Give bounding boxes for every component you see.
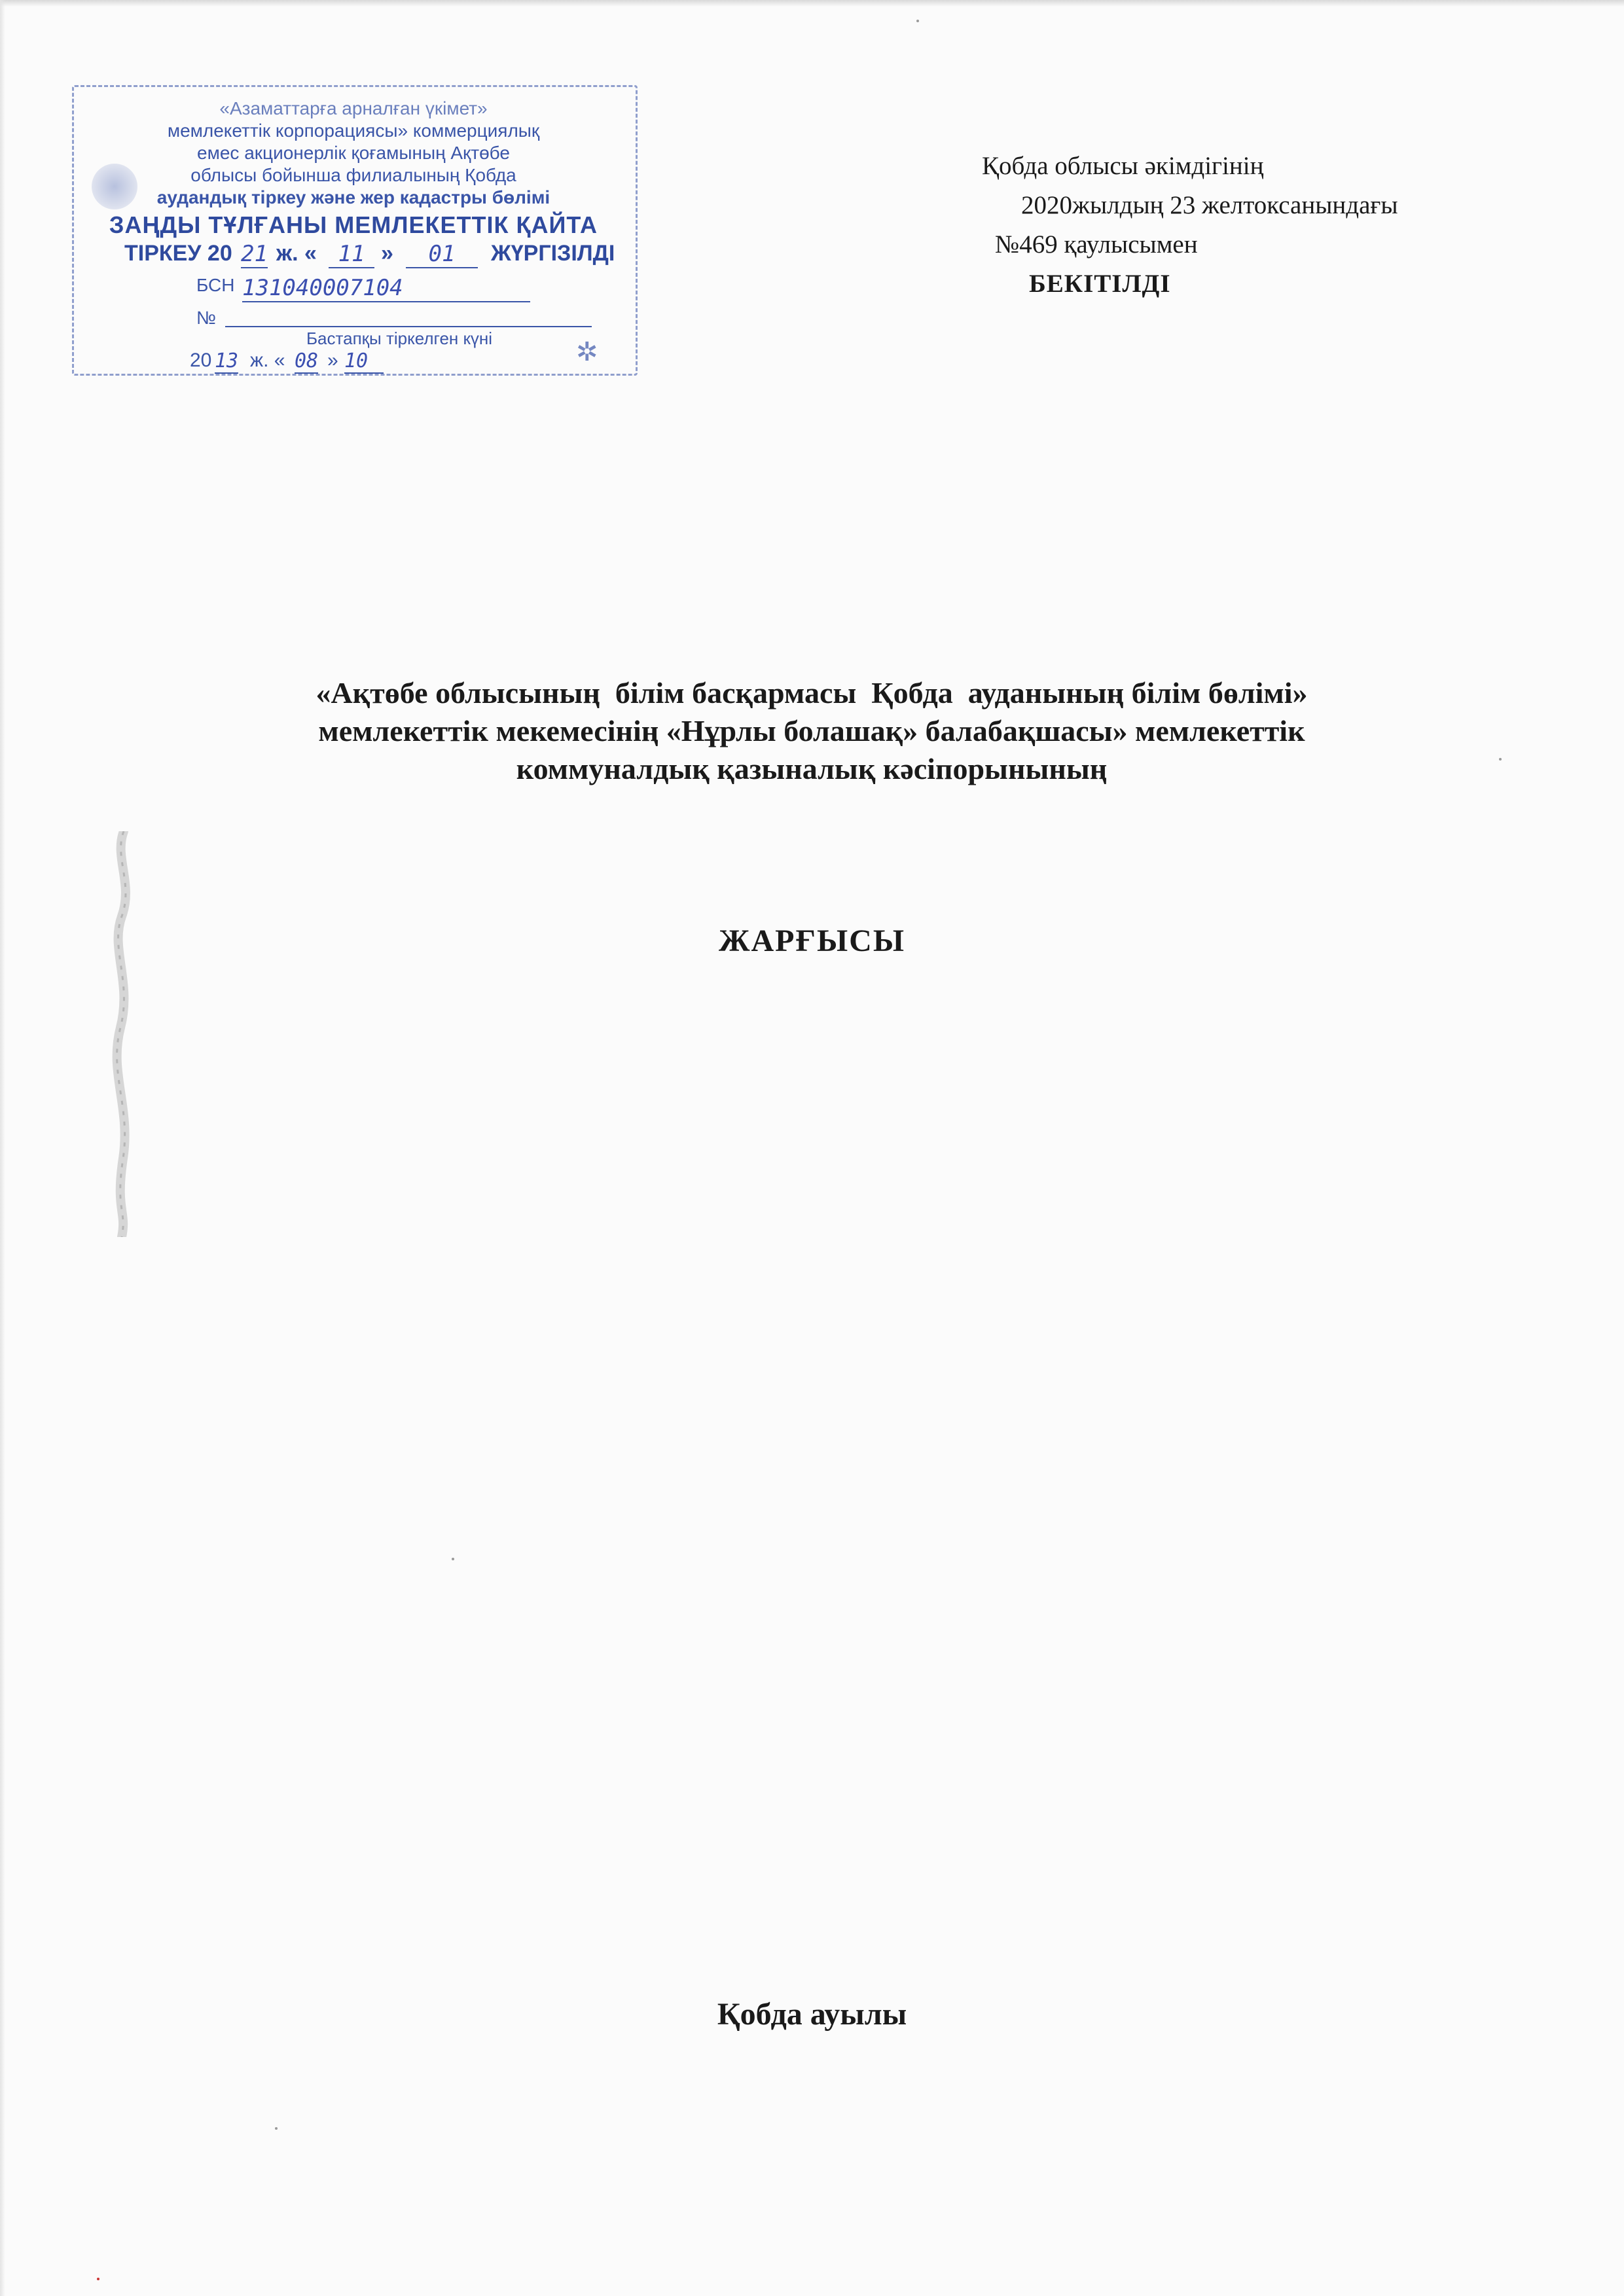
- binding-thread: [107, 831, 140, 1237]
- scan-speck: [1499, 758, 1502, 761]
- document-place: Қобда ауылы: [717, 1997, 907, 2032]
- stamp-initial-label: Бастапқы тіркелген күні: [306, 329, 492, 348]
- title-line-2: мемлекеттік мекемесінің «Нұрлы болашақ» балабақшасы» мемлекеттік: [318, 714, 1305, 747]
- document-title: [131, 674, 1492, 788]
- stamp-initial-date-row: [190, 350, 517, 373]
- stamp-init-mid: ж. «: [250, 350, 285, 371]
- document-heading: ЖАРҒЫСЫ: [719, 924, 905, 958]
- registration-stamp: [72, 85, 635, 373]
- stamp-init-sep: »: [327, 350, 338, 371]
- stamp-reg-year: 21: [241, 241, 268, 267]
- stamp-no-line: [225, 326, 592, 327]
- approval-line-1: Қобда облысы әкімдігінің: [982, 152, 1264, 180]
- scan-speck: [916, 20, 919, 22]
- stamp-line-4: облысы бойынша филиалының Қобда: [190, 165, 516, 185]
- stamp-line-2: мемлекеттік корпорациясы» коммерциялық: [167, 120, 540, 141]
- stamp-no-label: №: [196, 308, 217, 328]
- stamp-bsn-row: [196, 275, 602, 304]
- scan-edge-left: [0, 0, 5, 2296]
- scan-speck: [275, 2127, 278, 2130]
- stamp-bsn-label: БСН: [196, 275, 235, 295]
- stamp-reg-sep: »: [381, 241, 393, 266]
- scan-edge-top: [0, 0, 1624, 7]
- stamp-init-year: 13: [215, 350, 239, 372]
- stamp-heading: ЗАҢДЫ ТҰЛҒАНЫ МЕМЛЕКЕТТІК ҚАЙТА: [109, 211, 598, 238]
- stamp-reg-day: 11: [329, 241, 374, 268]
- scan-speck: [452, 1558, 454, 1560]
- scan-speck: [97, 2278, 99, 2280]
- stamp-line-3: емес акционерлік қоғамының Ақтөбе: [197, 143, 510, 163]
- stamp-bsn-value: 131040007104: [242, 275, 530, 302]
- stamp-star-icon: ✲: [576, 338, 598, 367]
- stamp-init-month: 10: [344, 350, 384, 374]
- title-line-3: коммуналдық қазыналық кәсіпорынының: [516, 752, 1108, 785]
- stamp-reg-month: 01: [406, 241, 478, 268]
- stamp-line-5: ауданды​қ тіркеу және жер кадастры бөлімі: [156, 187, 550, 207]
- stamp-registration-row: [124, 241, 622, 268]
- stamp-reg-prefix: ТІРКЕУ 20: [124, 241, 232, 266]
- approval-line-3: №469 қаулысымен: [995, 230, 1198, 259]
- stamp-reg-suffix: ЖҮРГІЗІЛДІ: [491, 241, 615, 266]
- stamp-reg-mid: ж. «: [276, 241, 317, 266]
- approval-line-2: 2020жылдың 23 желтоксанындағы: [1021, 191, 1398, 219]
- stamp-init-day: 08: [295, 350, 319, 372]
- title-line-1: «Ақтөбе облысының білім басқармасы Қобда ауданының білім бөлімі»: [316, 676, 1308, 709]
- stamp-line-1: «Азаматтарға арналған үкімет»: [219, 98, 488, 118]
- approval-status: БЕКІТІЛДІ: [1029, 270, 1171, 298]
- stamp-init-prefix: 20: [190, 350, 212, 371]
